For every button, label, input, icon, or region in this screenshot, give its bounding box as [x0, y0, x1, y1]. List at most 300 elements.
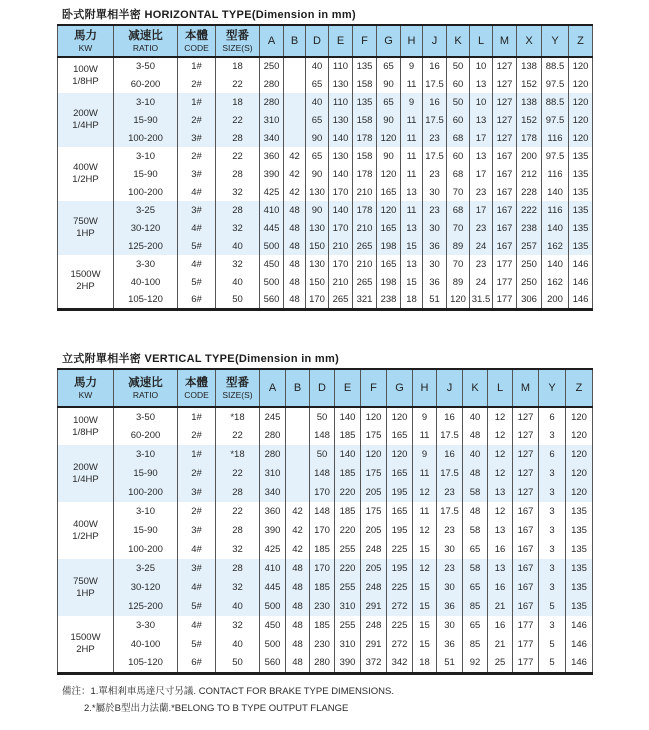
table-row	[58, 597, 593, 616]
table-cell: 205	[361, 483, 387, 502]
table-cell: 310	[260, 464, 286, 483]
table-cell: 167	[493, 201, 517, 219]
table-cell: 16	[437, 445, 463, 464]
table-cell: 3	[539, 540, 566, 559]
table-row	[58, 291, 593, 309]
table-cell: 12	[488, 426, 513, 445]
table-cell: 425	[260, 540, 286, 559]
table-cell: 32	[216, 578, 260, 597]
table-cell: 4#	[178, 255, 216, 273]
table-cell: 225	[387, 616, 413, 635]
table-cell: 100-200	[114, 183, 178, 201]
table-cell: 50	[216, 291, 260, 309]
table-row	[58, 464, 593, 483]
table-cell	[286, 483, 310, 502]
table-cell: 48	[286, 616, 310, 635]
table-cell: 48	[284, 237, 306, 255]
table-cell: 65	[306, 75, 329, 93]
table-cell: 140	[329, 201, 353, 219]
table-cell: 167	[513, 540, 539, 559]
table-cell: 60-200	[114, 75, 178, 93]
table-cell: 5	[539, 635, 566, 654]
table-cell: 228	[517, 183, 542, 201]
table-cell: 36	[423, 237, 447, 255]
table-cell: 127	[513, 426, 539, 445]
table-cell: 97.5	[542, 75, 569, 93]
table-cell: 15	[401, 237, 423, 255]
table-cell: 135	[566, 559, 593, 578]
table-cell: 120	[387, 407, 413, 426]
table-row	[58, 57, 593, 75]
table-cell: 40	[216, 597, 260, 616]
table-cell: 148	[310, 502, 335, 521]
table-cell: 3	[539, 483, 566, 502]
table-cell: 5	[539, 654, 566, 673]
table-cell: 13	[401, 255, 423, 273]
table-cell: 65	[377, 93, 401, 111]
table-cell: 48	[286, 635, 310, 654]
column-header: A	[260, 369, 286, 407]
table-cell: 17.5	[437, 464, 463, 483]
table-cell: 60-200	[114, 426, 178, 445]
table-cell: 340	[260, 483, 286, 502]
table-cell: 60	[447, 147, 470, 165]
table-cell: 16	[423, 57, 447, 75]
table-row	[58, 578, 593, 597]
table-cell: 22	[216, 75, 260, 93]
table-cell: 185	[335, 502, 361, 521]
table-cell: 450	[260, 616, 286, 635]
table-cell: 17	[470, 201, 493, 219]
table-cell: 146	[569, 255, 593, 273]
table-cell: 12	[488, 445, 513, 464]
table-cell: 135	[569, 237, 593, 255]
table-cell: 100-200	[114, 540, 178, 559]
table-cell: 25	[488, 654, 513, 673]
table-cell: 238	[377, 291, 401, 309]
column-header: 型番 SIZE(S)	[216, 369, 260, 407]
table-cell: 175	[361, 426, 387, 445]
table-cell: 36	[437, 635, 463, 654]
table-cell: 15	[413, 597, 437, 616]
table-cell: 135	[566, 540, 593, 559]
table-row	[58, 616, 593, 635]
table-cell: 3-25	[114, 201, 178, 219]
column-header: D	[306, 25, 329, 57]
table-cell: 135	[566, 597, 593, 616]
table-cell: 310	[335, 635, 361, 654]
table-cell: 48	[284, 219, 306, 237]
table-cell: 10	[470, 93, 493, 111]
table-cell: 120	[377, 201, 401, 219]
table-cell: 15-90	[114, 521, 178, 540]
table-cell: 500	[260, 635, 286, 654]
header-row	[58, 25, 593, 57]
column-header: J	[423, 25, 447, 57]
table-cell: 120	[361, 445, 387, 464]
table-cell: 36	[423, 273, 447, 291]
table-cell: 15	[401, 273, 423, 291]
table-cell: 15	[413, 540, 437, 559]
table-cell: 40	[463, 445, 488, 464]
table-cell: 321	[353, 291, 377, 309]
table-cell: 13	[401, 219, 423, 237]
table-cell: 3-25	[114, 559, 178, 578]
table-cell: 178	[353, 129, 377, 147]
table-cell: 13	[488, 521, 513, 540]
table-cell: 125-200	[114, 237, 178, 255]
table-cell: 238	[517, 219, 542, 237]
table-cell: 3#	[178, 129, 216, 147]
table-cell: 12	[488, 502, 513, 521]
table-cell: 178	[353, 201, 377, 219]
table-cell	[286, 445, 310, 464]
table-cell: 127	[493, 111, 517, 129]
table-cell: 89	[447, 273, 470, 291]
table-cell: 138	[517, 57, 542, 75]
table-cell: 13	[401, 183, 423, 201]
table-cell: 12	[413, 559, 437, 578]
table-cell: 212	[517, 165, 542, 183]
table-cell: 60	[447, 111, 470, 129]
table-cell: 127	[513, 407, 539, 426]
table-cell: 32	[216, 540, 260, 559]
table-cell: 42	[284, 147, 306, 165]
table-cell: 105-120	[114, 654, 178, 673]
table-cell: 5	[539, 597, 566, 616]
table-cell: 198	[377, 273, 401, 291]
table-cell: 32	[216, 616, 260, 635]
table-cell: 40	[463, 407, 488, 426]
vertical-table-title: 立式附單相半密 VERTICAL TYPE(Dimension in mm)	[62, 353, 340, 365]
table-cell: 560	[260, 291, 284, 309]
table-cell: 30	[423, 183, 447, 201]
table-cell: 89	[447, 237, 470, 255]
table-cell: 36	[437, 597, 463, 616]
table-cell: 48	[286, 578, 310, 597]
table-cell: 140	[335, 445, 361, 464]
table-cell: 110	[329, 93, 353, 111]
table-cell: 425	[260, 183, 284, 201]
table-cell: 4#	[178, 540, 216, 559]
table-cell: 120	[377, 129, 401, 147]
power-group-cell: 400W 1/2HP	[58, 147, 114, 201]
table-cell: 116	[542, 165, 569, 183]
table-cell: 177	[513, 654, 539, 673]
table-cell: 175	[361, 464, 387, 483]
table-cell: 210	[353, 255, 377, 273]
table-cell: 48	[463, 426, 488, 445]
column-header: B	[284, 25, 306, 57]
table-cell: 50	[447, 93, 470, 111]
table-cell: 16	[488, 540, 513, 559]
table-cell: 280	[310, 654, 335, 673]
table-cell: 135	[566, 578, 593, 597]
table-cell: 6	[539, 445, 566, 464]
table-row	[58, 521, 593, 540]
table-cell: 4#	[178, 616, 216, 635]
table-cell: 310	[260, 111, 284, 129]
table-cell: 17.5	[423, 147, 447, 165]
table-cell: 21	[488, 597, 513, 616]
table-cell: 167	[493, 183, 517, 201]
table-cell: 265	[353, 273, 377, 291]
table-cell: 445	[260, 219, 284, 237]
table-cell: 100-200	[114, 129, 178, 147]
table-cell: 70	[447, 255, 470, 273]
table-cell: 195	[387, 521, 413, 540]
table-cell: 22	[216, 426, 260, 445]
table-cell: 200	[542, 291, 569, 309]
table-cell: 1#	[178, 445, 216, 464]
table-cell: 65	[463, 540, 488, 559]
column-header: M	[513, 369, 539, 407]
table-cell: 2#	[178, 426, 216, 445]
column-header: D	[310, 369, 335, 407]
table-cell: 127	[493, 93, 517, 111]
table-cell: 158	[353, 147, 377, 165]
table-cell: 30-120	[114, 578, 178, 597]
table-cell: 162	[542, 273, 569, 291]
table-cell: 3	[539, 464, 566, 483]
table-cell: 18	[216, 93, 260, 111]
table-cell: 12	[488, 464, 513, 483]
table-cell: 48	[463, 502, 488, 521]
table-cell: 31.5	[470, 291, 493, 309]
table-cell: 120	[566, 464, 593, 483]
table-cell: 255	[335, 540, 361, 559]
power-group-cell: 100W 1/8HP	[58, 407, 114, 445]
table-cell: 222	[517, 201, 542, 219]
table-row	[58, 502, 593, 521]
table-cell: 13	[488, 483, 513, 502]
table-cell	[284, 129, 306, 147]
table-cell: 410	[260, 201, 284, 219]
table-cell: 120	[566, 483, 593, 502]
table-cell: 5#	[178, 597, 216, 616]
table-cell: 167	[513, 559, 539, 578]
table-cell: 30	[437, 578, 463, 597]
table-row	[58, 201, 593, 219]
table-cell: 24	[470, 237, 493, 255]
table-cell: 210	[329, 273, 353, 291]
table-row	[58, 93, 593, 111]
table-cell: 48	[286, 559, 310, 578]
table-cell: 150	[306, 273, 329, 291]
table-cell: 1#	[178, 93, 216, 111]
table-cell: 6#	[178, 291, 216, 309]
table-cell: 11	[413, 426, 437, 445]
table-cell: 135	[353, 93, 377, 111]
column-header: K	[463, 369, 488, 407]
table-cell: 127	[493, 57, 517, 75]
table-cell: 127	[513, 464, 539, 483]
table-cell: 17.5	[437, 502, 463, 521]
power-group-cell: 1500W 2HP	[58, 616, 114, 673]
table-cell: 4#	[178, 219, 216, 237]
table-cell: 28	[216, 559, 260, 578]
table-cell: 3-30	[114, 255, 178, 273]
table-cell: 23	[423, 165, 447, 183]
power-group-cell: 750W 1HP	[58, 559, 114, 616]
table-cell: 22	[216, 111, 260, 129]
table-cell: 42	[286, 521, 310, 540]
table-cell: 88.5	[542, 93, 569, 111]
table-cell: 65	[377, 57, 401, 75]
table-cell: 18	[413, 654, 437, 673]
table-cell: 280	[260, 93, 284, 111]
table-cell: 3-30	[114, 616, 178, 635]
table-cell: 450	[260, 255, 284, 273]
table-cell: 120	[566, 445, 593, 464]
table-cell: 23	[437, 521, 463, 540]
table-cell: 100-200	[114, 483, 178, 502]
column-header: M	[493, 25, 517, 57]
table-cell: 48	[284, 255, 306, 273]
table-cell: 390	[260, 165, 284, 183]
table-cell: 4#	[178, 578, 216, 597]
table-cell: 291	[361, 635, 387, 654]
table-cell: 40	[216, 635, 260, 654]
table-cell: 135	[569, 219, 593, 237]
table-cell: 11	[401, 75, 423, 93]
column-header: 型番 SIZE(S)	[216, 25, 260, 57]
table-cell: 340	[260, 129, 284, 147]
table-cell: 167	[493, 147, 517, 165]
table-cell: 3	[539, 616, 566, 635]
table-cell: 120	[569, 57, 593, 75]
table-cell: 13	[470, 147, 493, 165]
table-cell: 185	[310, 578, 335, 597]
table-cell: 42	[284, 165, 306, 183]
table-cell: 22	[216, 147, 260, 165]
table-cell: 146	[569, 273, 593, 291]
table-cell: 167	[493, 165, 517, 183]
table-cell: 390	[260, 521, 286, 540]
table-cell: 140	[335, 407, 361, 426]
table-cell: 162	[542, 237, 569, 255]
table-cell: 135	[566, 502, 593, 521]
table-cell: 90	[377, 147, 401, 165]
table-cell: 70	[447, 219, 470, 237]
table-cell: 170	[306, 291, 329, 309]
table-cell: 3	[539, 578, 566, 597]
table-cell: 48	[284, 273, 306, 291]
table-cell: 195	[387, 559, 413, 578]
table-cell: 265	[329, 291, 353, 309]
table-row	[58, 75, 593, 93]
table-cell: 42	[286, 502, 310, 521]
table-cell: 135	[353, 57, 377, 75]
table-cell: 42	[284, 183, 306, 201]
table-cell: 220	[335, 559, 361, 578]
table-cell: 17.5	[423, 111, 447, 129]
table-cell: 158	[353, 75, 377, 93]
table-cell: 167	[493, 237, 517, 255]
table-cell: 250	[260, 57, 284, 75]
table-cell: 105-120	[114, 291, 178, 309]
table-cell: 28	[216, 483, 260, 502]
table-cell: 130	[306, 183, 329, 201]
column-header: K	[447, 25, 470, 57]
column-header: 减速比 RATIO	[114, 25, 178, 57]
table-cell: 127	[493, 75, 517, 93]
table-cell: 51	[437, 654, 463, 673]
table-cell: 22	[216, 502, 260, 521]
table-cell: 6	[539, 407, 566, 426]
table-cell: 148	[310, 464, 335, 483]
table-cell: 230	[310, 597, 335, 616]
table-row	[58, 111, 593, 129]
table-cell: 40	[306, 57, 329, 75]
table-cell: 1#	[178, 57, 216, 75]
table-cell	[286, 464, 310, 483]
table-cell: 65	[306, 147, 329, 165]
table-cell: 23	[437, 483, 463, 502]
table-cell: 24	[470, 273, 493, 291]
table-cell	[284, 75, 306, 93]
table-cell: 2#	[178, 75, 216, 93]
table-cell: 50	[310, 445, 335, 464]
table-row	[58, 483, 593, 502]
table-cell: 40	[306, 93, 329, 111]
table-cell: 11	[401, 201, 423, 219]
table-cell: 167	[513, 597, 539, 616]
table-cell: 500	[260, 597, 286, 616]
table-cell: 152	[517, 75, 542, 93]
table-cell: 265	[353, 237, 377, 255]
column-header: E	[329, 25, 353, 57]
horizontal-type-table	[57, 24, 593, 311]
table-row	[58, 426, 593, 445]
table-cell: 40	[216, 237, 260, 255]
table-cell: 88.5	[542, 57, 569, 75]
table-cell: 23	[470, 219, 493, 237]
table-cell: 21	[488, 635, 513, 654]
table-cell: 146	[566, 635, 593, 654]
table-cell: 3-10	[114, 445, 178, 464]
table-cell: 177	[493, 255, 517, 273]
table-cell: 11	[401, 111, 423, 129]
table-cell: 272	[387, 597, 413, 616]
table-cell: 68	[447, 165, 470, 183]
table-cell: 17	[470, 129, 493, 147]
table-cell: 15-90	[114, 111, 178, 129]
table-cell: 130	[329, 147, 353, 165]
table-cell: 58	[463, 483, 488, 502]
table-cell: 185	[310, 616, 335, 635]
table-cell: 225	[387, 578, 413, 597]
table-cell: 306	[517, 291, 542, 309]
table-cell: 178	[353, 165, 377, 183]
table-cell: 140	[542, 255, 569, 273]
column-header: B	[286, 369, 310, 407]
table-cell: 11	[401, 165, 423, 183]
table-cell: 90	[377, 111, 401, 129]
table-cell: 255	[335, 578, 361, 597]
table-cell: 280	[260, 75, 284, 93]
table-cell: 15	[413, 616, 437, 635]
table-cell: 17.5	[437, 426, 463, 445]
table-cell: 40-100	[114, 635, 178, 654]
column-header: 本體 CODE	[178, 25, 216, 57]
table-cell: 120	[569, 75, 593, 93]
table-cell: 85	[463, 597, 488, 616]
table-cell: 51	[423, 291, 447, 309]
table-row	[58, 183, 593, 201]
table-cell: 3	[539, 426, 566, 445]
table-cell: 165	[387, 426, 413, 445]
